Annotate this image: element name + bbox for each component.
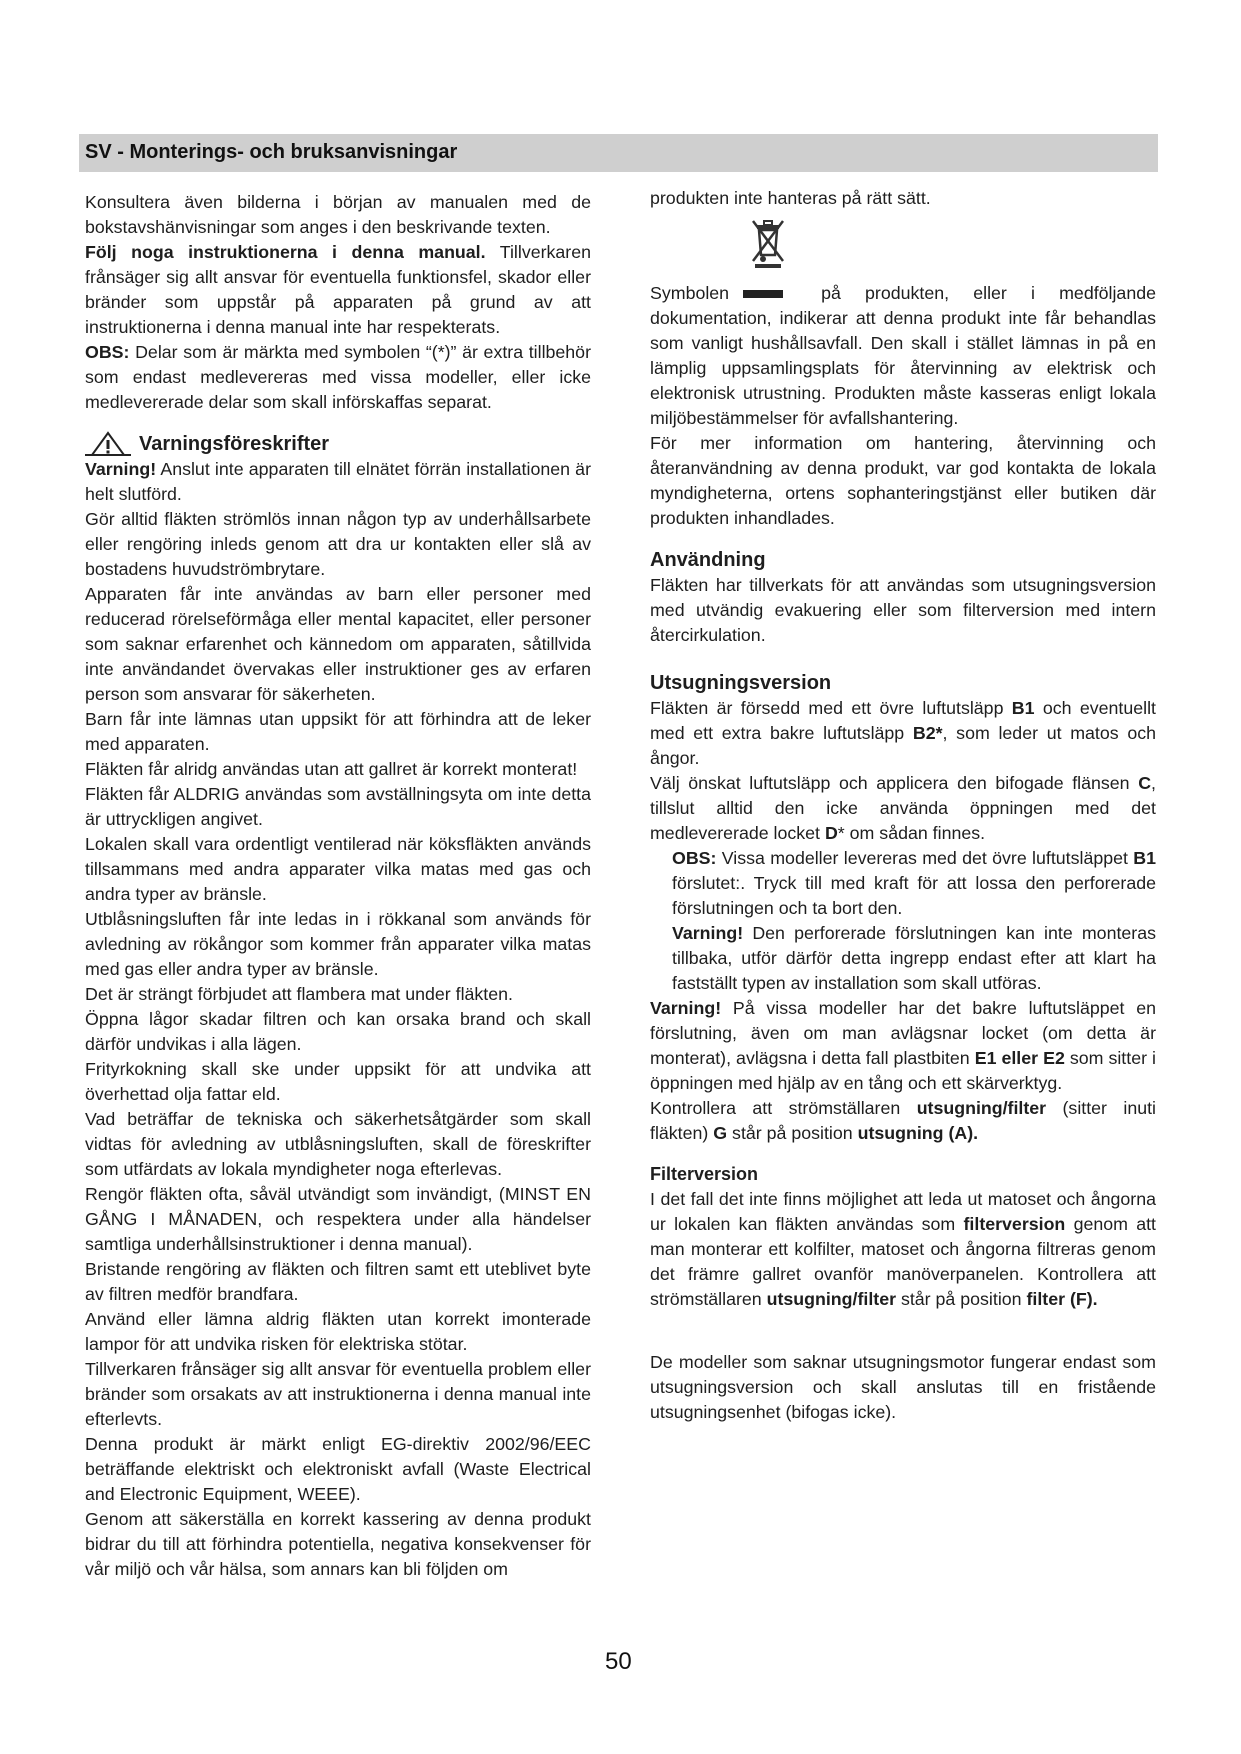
warning-paragraph: Frityrkokning skall ske under uppsikt för att undvika att överhettad olja fattar eld. xyxy=(85,1059,591,1104)
right-column xyxy=(650,186,1156,1425)
disposal-paragraph: Genom att säkerställa en korrekt kassering av denna produkt bidrar du till att förhindra potentiella, negativa konsekvenser för vår miljö och vår hälsa, som annars kan bli följden om xyxy=(85,1509,591,1579)
warning-paragraph: Bristande rengöring av fläkten och filtren samt ett uteblivet byte av filtren medför brandfara. xyxy=(85,1259,591,1304)
warnings-heading: Varningsföreskrifter xyxy=(139,433,330,455)
filter-heading: Filterversion xyxy=(650,1164,759,1184)
warning-paragraph: Gör alltid fläkten strömlös innan någon typ av underhållsarbete eller rengöring inleds genom att dra ur kontakten eller slå av bostadens huvudströmbrytare. xyxy=(85,509,591,579)
bar-symbol-icon xyxy=(743,290,783,298)
warning-paragraph: Varning! Anslut inte apparaten till elnätet förrän installationen är helt slutförd. xyxy=(85,459,591,504)
warning-paragraph: Utblåsningsluften får inte ledas in i rökkanal som används för avledning av rökångor som kommer från apparater vilka matas med gas eller andra typer av bränsle. xyxy=(85,909,591,979)
more-info-paragraph: För mer information om hantering, återvinning och återanvändning av denna produkt, var god kontakta de lokala myndigheterna, ortens sophanteringstjänst eller butiken där produkten inhandlades. xyxy=(650,433,1156,528)
symbol-paragraph: Symbolen på produkten, eller i medföljande dokumentation, indikerar att denna produkt inte får behandlas som vanligt hushållsavfall. Den skall i stället lämnas in på en lämplig uppsamlingsplats för återvinning av elektrisk och elektronisk utrustning. Produkten måste kasseras enligt lokala miljöbestämmelser för avfallshantering. xyxy=(650,283,1156,428)
crossed-bin-icon xyxy=(751,219,785,269)
extraction-paragraph: Välj önskat luftutsläpp och applicera den bifogade flänsen C, tillslut alltid den icke använda öppningen med det medlevererade locket D* om sådan finnes. xyxy=(650,773,1156,843)
weee-paragraph: Denna produkt är märkt enligt EG-direktiv 2002/96/EEC beträffande elektriskt och elektroniskt avfall (Waste Electrical and Electronic Equipment, WEEE). xyxy=(85,1434,591,1504)
left-column xyxy=(85,190,591,1582)
switch-paragraph: Kontrollera att strömställaren utsugning/filter (sitter inuti fläkten) G står på position utsugning (A). xyxy=(650,1098,1157,1143)
disposal-continued: produkten inte hanteras på rätt sätt. xyxy=(650,188,931,208)
warning-paragraph: Fläkten får ALDRIG användas som avställningsyta om inte detta är uttryckligen angivet. xyxy=(85,784,591,829)
page-number: 50 xyxy=(605,1648,632,1675)
instructions-paragraph: Följ noga instruktionerna i denna manual. Tillverkaren frånsäger sig allt ansvar för eventuella funktionsfel, skador eller bränder som uppstår på apparaten på grund av att instruktionerna i denna manual inte har respekterats. xyxy=(85,242,592,337)
warning-paragraph: Fläkten får alridg användas utan att gallret är korrekt monterat! xyxy=(85,759,578,779)
warning-paragraph: Det är strängt förbjudet att flambera mat under fläkten. xyxy=(85,984,513,1004)
section-header xyxy=(79,134,1158,172)
warning-paragraph: Använd eller lämna aldrig fläkten utan korrekt imonterade lampor för att undvika risken för elektriska stötar. xyxy=(85,1309,591,1354)
warning-paragraph: Rengör fläkten ofta, såväl utvändigt som invändigt, (MINST EN GÅNG I MÅNADEN, och respektera under alla händelser samtliga underhållsinstruktioner i denna manual). xyxy=(85,1184,591,1254)
warning-note: Varning! Den perforerade förslutningen kan inte monteras tillbaka, utför därför detta ingrepp endast efter att klart ha fastställt typen av installation som skall utföras. xyxy=(672,923,1156,993)
warning-icon xyxy=(85,431,131,457)
final-paragraph: De modeller som saknar utsugningsmotor fungerar endast som utsugningsversion och skall anslutas till en fristående utsugningsenhet (bifogas icke). xyxy=(650,1352,1156,1422)
usage-paragraph: Fläkten har tillverkats för att användas som utsugningsversion med utvändig evakuering eller som filterversion med intern återcirkulation. xyxy=(650,575,1156,645)
obs-note: OBS: Vissa modeller levereras med det övre luftutsläppet B1 förslutet:. Tryck till med kraft för att lossa den perforerade förslutningen och ta bort den. xyxy=(672,848,1156,918)
obs-paragraph: OBS: Delar som är märkta med symbolen “(*)” är extra tillbehör som endast medlevereras med vissa modeller, eller icke medlevererade delar som skall införskaffas separat. xyxy=(85,342,591,412)
warning-paragraph: Barn får inte lämnas utan uppsikt för att förhindra att de leker med apparaten. xyxy=(85,709,591,754)
warning-paragraph: Varning! På vissa modeller har det bakre luftutsläppet en förslutning, även om man avlägsnar locket (om detta är monterat), avlägsna i detta fall plastbiten E1 eller E2 som sitter i öppningen med hjälp av en tång och ett skärverktyg. xyxy=(650,998,1156,1093)
warning-paragraph: Tillverkaren frånsäger sig allt ansvar för eventuella problem eller bränder som orsakats av att instruktionerna i denna manual inte efterlevts. xyxy=(85,1359,591,1429)
warning-paragraph: Apparaten får inte användas av barn eller personer med reducerad rörelseförmåga eller mental kapacitet, eller personer som saknar erfarenhet och kännedom om apparaten, såtillvida inte användandet övervakas eller instruktioner ges av erfaren person som ansvarar för säkerheten. xyxy=(85,584,591,704)
intro-paragraph: Konsultera även bilderna i början av manualen med de bokstavshänvisningar som anges i den beskrivande texten. xyxy=(85,192,591,237)
extraction-paragraph: Fläkten är försedd med ett övre luftutsläpp B1 och eventuellt med ett extra bakre luftutsläpp B2*, som leder ut matos och ångor. xyxy=(650,698,1156,768)
usage-heading: Användning xyxy=(650,549,766,571)
extraction-heading: Utsugningsversion xyxy=(650,672,832,694)
filter-paragraph: I det fall det inte finns möjlighet att leda ut matoset och ångorna ur lokalen kan fläkten användas som filterversion genom att man monterar ett kolfilter, matoset och ångorna filtreras genom det främre gallret ovanför manöverpanelen. Kontrollera att strömställaren utsugning/filter står på position filter (F). xyxy=(650,1189,1156,1309)
warning-paragraph: Vad beträffar de tekniska och säkerhetsåtgärder som skall vidtas för avledning av utblåsningsluften, skall de föreskrifter som utfärdats av lokala myndigheter noga efterlevas. xyxy=(85,1109,591,1179)
warning-paragraph: Lokalen skall vara ordentligt ventilerad när köksfläkten används tillsammans med andra apparater vilka matas med gas och andra typer av bränsle. xyxy=(85,834,591,904)
warning-paragraph: Öppna lågor skadar filtren och kan orsaka brand och skall därför undvikas i alla lägen. xyxy=(85,1009,591,1054)
section-title: SV - Monterings- och bruksanvisningar xyxy=(85,141,458,163)
warnings-heading-row xyxy=(85,431,591,457)
